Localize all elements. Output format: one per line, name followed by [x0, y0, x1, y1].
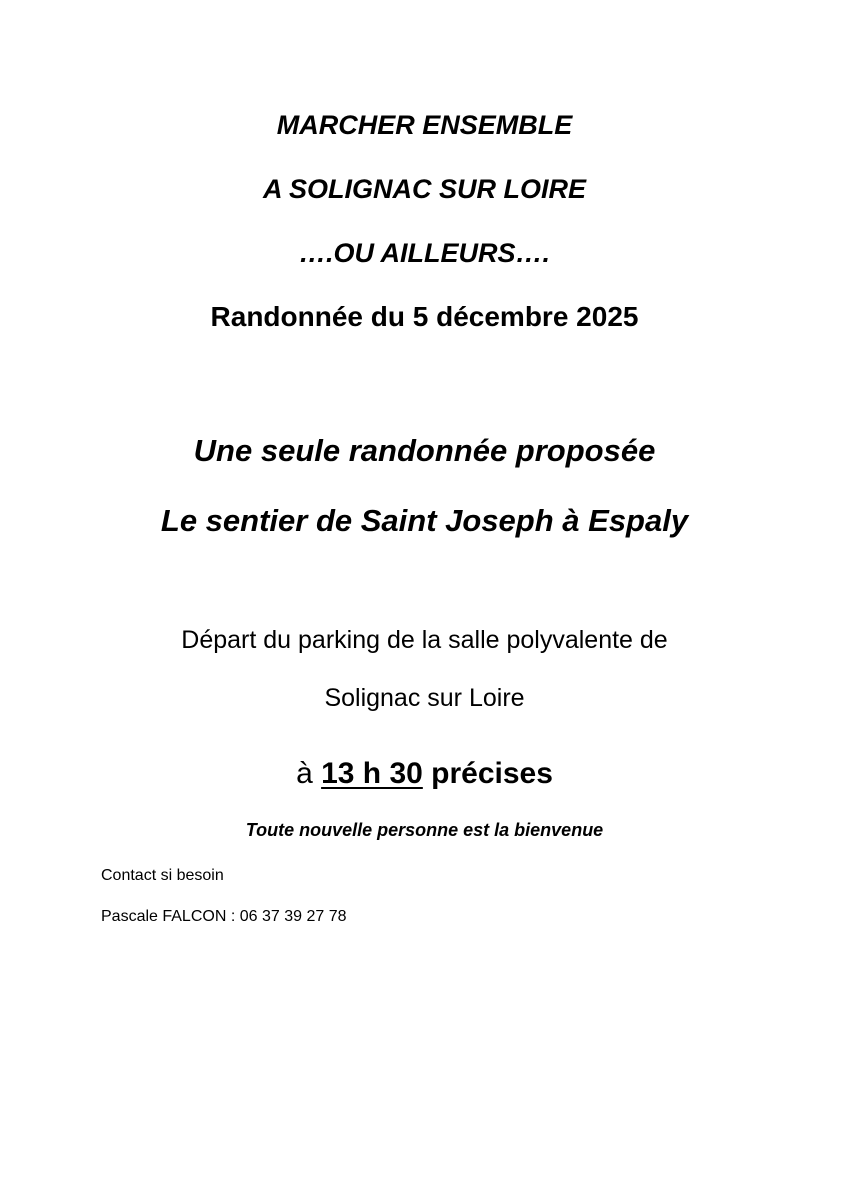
contact-label: Contact si besoin: [101, 867, 224, 884]
heading-location: A SOLIGNAC SUR LOIRE: [262, 174, 586, 204]
departure-place: Départ du parking de la salle polyvalente de: [181, 626, 668, 654]
heading-ou-ailleurs: ….OU AILLEURS….: [298, 238, 550, 268]
departure-time: 13 h 30: [321, 757, 423, 790]
departure-time-line: [0, 759, 849, 789]
hike-date: Randonnée du 5 décembre 2025: [210, 301, 639, 332]
hike-intro: Une seule randonnée proposée: [193, 433, 656, 468]
departure-town: Solignac sur Loire: [324, 684, 525, 712]
contact-person: Pascale FALCON : 06 37 39 27 78: [101, 908, 347, 925]
heading-marcher-ensemble: MARCHER ENSEMBLE: [276, 110, 573, 140]
hike-trail-name: Le sentier de Saint Joseph à Espaly: [160, 503, 689, 538]
welcome-note: Toute nouvelle personne est la bienvenue: [245, 820, 604, 840]
departure-time-prefix: à: [296, 757, 313, 790]
departure-time-suffix: précises: [431, 757, 553, 790]
